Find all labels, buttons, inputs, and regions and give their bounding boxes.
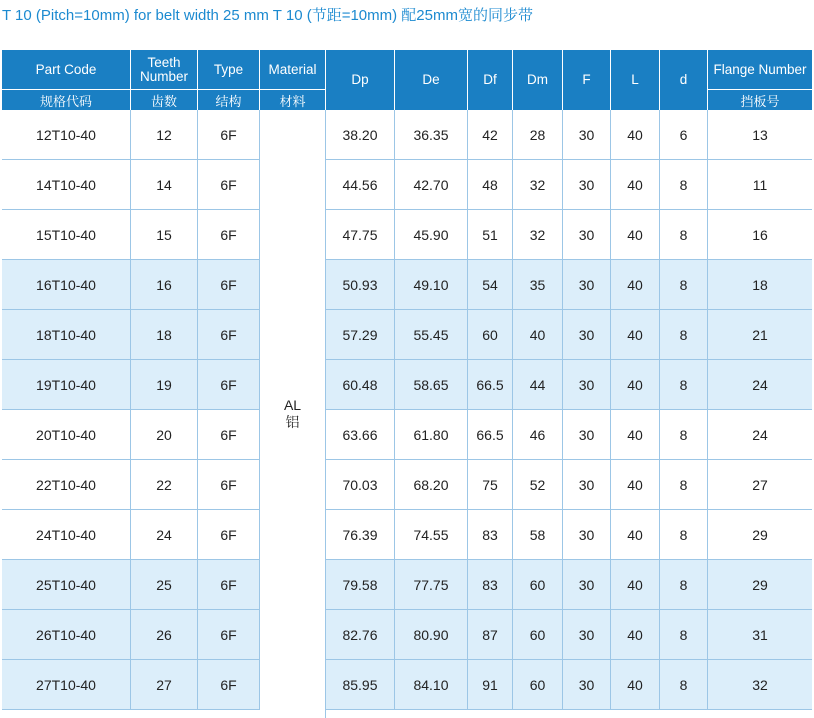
cell-type: 6F bbox=[198, 510, 260, 560]
cell-teeth-number: 25 bbox=[131, 560, 198, 610]
cell-part-code: 14T10-40 bbox=[2, 160, 131, 210]
cell-type: 6F bbox=[198, 210, 260, 260]
cell-de: 49.10 bbox=[395, 260, 468, 310]
cell-f: 30 bbox=[563, 110, 611, 160]
cell-dp: 44.56 bbox=[326, 160, 395, 210]
cell-dm: 32 bbox=[513, 210, 563, 260]
cell-df: 51 bbox=[468, 210, 513, 260]
cell-teeth-number: 18 bbox=[131, 310, 198, 360]
cell-dm: 46 bbox=[513, 410, 563, 460]
cell-l: 40 bbox=[611, 210, 660, 260]
cell-flange-number: 31 bbox=[708, 610, 812, 660]
cell-part-code: 18T10-40 bbox=[2, 310, 131, 360]
header-cn-flange-number: 挡板号 bbox=[708, 89, 812, 110]
cell-flange-number: 24 bbox=[708, 410, 812, 460]
cell-teeth-number: 19 bbox=[131, 360, 198, 410]
table-header bbox=[2, 50, 812, 89]
cell-de: 80.90 bbox=[395, 610, 468, 660]
cell-de: 68.20 bbox=[395, 460, 468, 510]
header-df: Df bbox=[468, 50, 513, 110]
header-part-code: Part Code bbox=[2, 50, 131, 89]
cell-type: 6F bbox=[198, 460, 260, 510]
cell-d: 8 bbox=[660, 210, 708, 260]
cell-df: 42 bbox=[468, 110, 513, 160]
cell-l: 40 bbox=[611, 510, 660, 560]
cell-f: 30 bbox=[563, 160, 611, 210]
cell-dp: 60.48 bbox=[326, 360, 395, 410]
cell-type: 6F bbox=[198, 310, 260, 360]
cell-d: 8 bbox=[660, 410, 708, 460]
cell-df: 83 bbox=[468, 510, 513, 560]
table-row bbox=[2, 660, 812, 710]
table-row bbox=[2, 360, 812, 410]
cell-df: 54 bbox=[468, 260, 513, 310]
table-row bbox=[2, 510, 812, 560]
cell-l: 40 bbox=[611, 460, 660, 510]
table-row bbox=[2, 160, 812, 210]
cell-teeth-number: 24 bbox=[131, 510, 198, 560]
cell-dp: 38.20 bbox=[326, 110, 395, 160]
cell-de: 58.65 bbox=[395, 360, 468, 410]
cell-type: 6F bbox=[198, 110, 260, 160]
header-cn-part-code: 规格代码 bbox=[2, 89, 131, 110]
cell-d: 6 bbox=[660, 110, 708, 160]
cell-part-code: 16T10-40 bbox=[2, 260, 131, 310]
cell-flange-number: 24 bbox=[708, 360, 812, 410]
header-d: d bbox=[660, 50, 708, 110]
cell-type: 6F bbox=[198, 610, 260, 660]
cell-f: 30 bbox=[563, 510, 611, 560]
header-dm: Dm bbox=[513, 50, 563, 110]
cell-flange-number: 18 bbox=[708, 260, 812, 310]
cell-flange-number: 32 bbox=[708, 660, 812, 710]
cell-de: 55.45 bbox=[395, 310, 468, 360]
cell-dm: 40 bbox=[513, 310, 563, 360]
cell-f: 30 bbox=[563, 310, 611, 360]
material-label-cn: 铝 bbox=[285, 414, 300, 430]
cell-teeth-number: 14 bbox=[131, 160, 198, 210]
cell-de: 45.90 bbox=[395, 210, 468, 260]
cell-part-code: 19T10-40 bbox=[2, 360, 131, 410]
cell-dm: 60 bbox=[513, 660, 563, 710]
cell-d: 8 bbox=[660, 610, 708, 660]
cell-d: 8 bbox=[660, 560, 708, 610]
cell-flange-number: 29 bbox=[708, 560, 812, 610]
cell-d: 8 bbox=[660, 160, 708, 210]
header-flange-number: Flange Number bbox=[713, 61, 807, 77]
cell-de: 36.35 bbox=[395, 110, 468, 160]
cell-teeth-number: 27 bbox=[131, 660, 198, 710]
cell-part-code: 25T10-40 bbox=[2, 560, 131, 610]
cell-flange-number: 21 bbox=[708, 310, 812, 360]
cell-df: 91 bbox=[468, 660, 513, 710]
cell-dp: 76.39 bbox=[326, 510, 395, 560]
material-cell bbox=[260, 110, 326, 718]
cell-df: 60 bbox=[468, 310, 513, 360]
cell-dp: 70.03 bbox=[326, 460, 395, 510]
cell-part-code: 20T10-40 bbox=[2, 410, 131, 460]
cell-dp: 63.66 bbox=[326, 410, 395, 460]
cell-l: 40 bbox=[611, 260, 660, 310]
cell-type: 6F bbox=[198, 160, 260, 210]
cell-part-code: 15T10-40 bbox=[2, 210, 131, 260]
cell-teeth-number: 16 bbox=[131, 260, 198, 310]
cell-part-code: 24T10-40 bbox=[2, 510, 131, 560]
cell-teeth-number: 22 bbox=[131, 460, 198, 510]
cell-teeth-number: 15 bbox=[131, 210, 198, 260]
cell-l: 40 bbox=[611, 610, 660, 660]
table-row bbox=[2, 460, 812, 510]
cell-dm: 58 bbox=[513, 510, 563, 560]
cell-type: 6F bbox=[198, 660, 260, 710]
cell-flange-number: 16 bbox=[708, 210, 812, 260]
cell-d: 8 bbox=[660, 510, 708, 560]
cell-flange-number: 29 bbox=[708, 510, 812, 560]
cell-de: 61.80 bbox=[395, 410, 468, 460]
cell-f: 30 bbox=[563, 210, 611, 260]
header-material: Material bbox=[260, 50, 326, 89]
cell-f: 30 bbox=[563, 410, 611, 460]
cell-dm: 28 bbox=[513, 110, 563, 160]
cell-df: 83 bbox=[468, 560, 513, 610]
cell-f: 30 bbox=[563, 260, 611, 310]
cell-teeth-number: 26 bbox=[131, 610, 198, 660]
cell-dm: 44 bbox=[513, 360, 563, 410]
table-row bbox=[2, 410, 812, 460]
cell-part-code: 12T10-40 bbox=[2, 110, 131, 160]
cell-l: 40 bbox=[611, 160, 660, 210]
cell-f: 30 bbox=[563, 460, 611, 510]
cell-df: 66.5 bbox=[468, 360, 513, 410]
cell-f: 30 bbox=[563, 610, 611, 660]
cell-part-code: 26T10-40 bbox=[2, 610, 131, 660]
cell-d: 8 bbox=[660, 360, 708, 410]
table-row bbox=[2, 210, 812, 260]
cell-dm: 35 bbox=[513, 260, 563, 310]
cell-dp: 50.93 bbox=[326, 260, 395, 310]
cell-f: 30 bbox=[563, 360, 611, 410]
cell-teeth-number: 20 bbox=[131, 410, 198, 460]
cell-type: 6F bbox=[198, 360, 260, 410]
cell-de: 84.10 bbox=[395, 660, 468, 710]
cell-part-code: 27T10-40 bbox=[2, 660, 131, 710]
cell-l: 40 bbox=[611, 560, 660, 610]
table-row bbox=[2, 560, 812, 610]
page-title: T 10 (Pitch=10mm) for belt width 25 mm T 10 (节距=10mm) 配25mm宽的同步带 bbox=[2, 7, 533, 24]
cell-f: 30 bbox=[563, 560, 611, 610]
header-type: Type bbox=[198, 50, 260, 89]
header-cn-material: 材料 bbox=[260, 89, 326, 110]
table-row bbox=[2, 610, 812, 660]
cell-f: 30 bbox=[563, 660, 611, 710]
cell-dp: 47.75 bbox=[326, 210, 395, 260]
cell-df: 66.5 bbox=[468, 410, 513, 460]
cell-dp: 79.58 bbox=[326, 560, 395, 610]
cell-de: 74.55 bbox=[395, 510, 468, 560]
cell-de: 42.70 bbox=[395, 160, 468, 210]
cell-d: 8 bbox=[660, 310, 708, 360]
table-row bbox=[2, 310, 812, 360]
cell-d: 8 bbox=[660, 660, 708, 710]
cell-teeth-number: 12 bbox=[131, 110, 198, 160]
cell-type: 6F bbox=[198, 260, 260, 310]
cell-dm: 32 bbox=[513, 160, 563, 210]
cell-df: 48 bbox=[468, 160, 513, 210]
cell-df: 75 bbox=[468, 460, 513, 510]
cell-l: 40 bbox=[611, 110, 660, 160]
cell-dp: 82.76 bbox=[326, 610, 395, 660]
material-label: AL bbox=[283, 397, 302, 413]
table-row bbox=[2, 260, 812, 310]
cell-l: 40 bbox=[611, 410, 660, 460]
cell-d: 8 bbox=[660, 460, 708, 510]
table-row bbox=[2, 110, 812, 160]
cell-l: 40 bbox=[611, 310, 660, 360]
cell-de: 77.75 bbox=[395, 560, 468, 610]
header-dp: Dp bbox=[326, 50, 395, 110]
cell-df: 87 bbox=[468, 610, 513, 660]
cell-dm: 60 bbox=[513, 610, 563, 660]
cell-dm: 52 bbox=[513, 460, 563, 510]
header-cn-teeth-number: 齿数 bbox=[131, 89, 198, 110]
pulley-spec-table bbox=[2, 50, 812, 718]
cell-flange-number: 13 bbox=[708, 110, 812, 160]
cell-dm: 60 bbox=[513, 560, 563, 610]
cell-dp: 57.29 bbox=[326, 310, 395, 360]
cell-type: 6F bbox=[198, 560, 260, 610]
cell-l: 40 bbox=[611, 660, 660, 710]
cell-d: 8 bbox=[660, 260, 708, 310]
cell-l: 40 bbox=[611, 360, 660, 410]
header-cn-type: 结构 bbox=[198, 89, 260, 110]
cell-flange-number: 11 bbox=[708, 160, 812, 210]
cell-type: 6F bbox=[198, 410, 260, 460]
header-l: L bbox=[611, 50, 660, 110]
header-de: De bbox=[395, 50, 468, 110]
header-teeth-number: Teeth Number bbox=[131, 50, 198, 89]
cell-flange-number: 27 bbox=[708, 460, 812, 510]
header-f: F bbox=[563, 50, 611, 110]
cell-part-code: 22T10-40 bbox=[2, 460, 131, 510]
cell-dp: 85.95 bbox=[326, 660, 395, 710]
